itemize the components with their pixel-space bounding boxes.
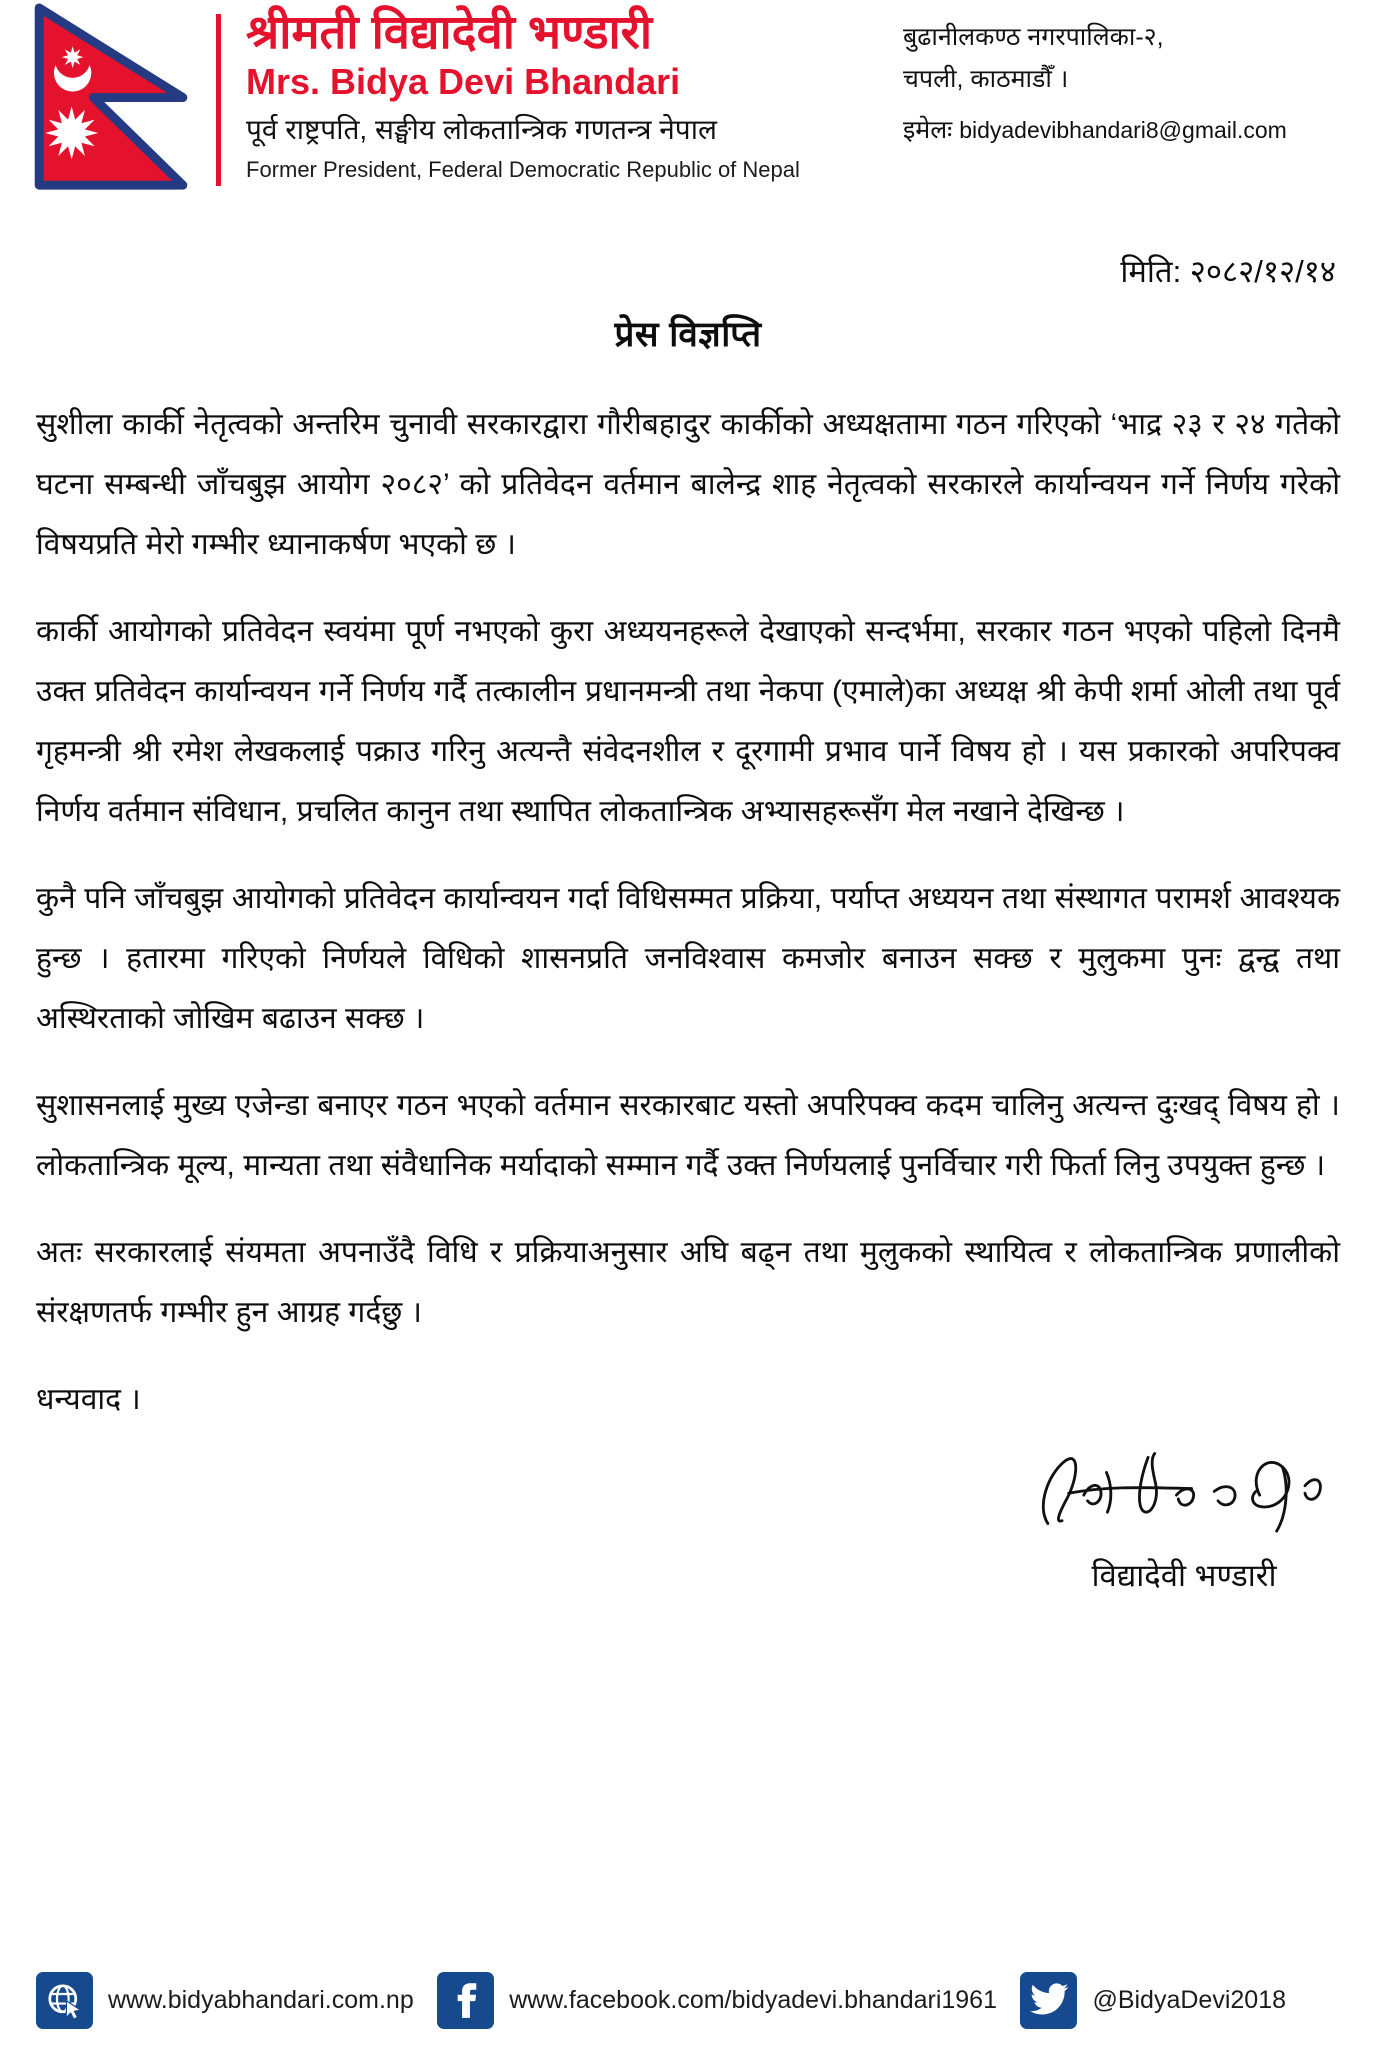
identity-block (246, 6, 866, 183)
globe-icon (36, 1972, 93, 2029)
name-english: Mrs. Bidya Devi Bhandari (246, 60, 681, 102)
nepal-flag-icon (33, 2, 191, 194)
letter-body (36, 250, 1340, 1596)
footer-links (36, 1972, 1286, 2029)
paragraph-3: कुनै पनि जाँचबुझ आयोगको प्रतिवेदन कार्यान्वयन गर्दा विधिसम्मत प्रक्रिया, पर्याप्त अध्ययन तथा संस्थागत परामर्श आवश्यक हुन्छ । हतारमा गरिएको निर्णयले विधिको शासनप्रति जनविश्वास कमजोर बनाउन सक्छ र मुलुकमा पुनः द्वन्द्व तथा अस्थिरताको जोखिम बढाउन सक्छ । (36, 882, 1340, 1035)
email-line (903, 112, 1343, 148)
footer-website[interactable] (36, 1972, 414, 2029)
paragraph-1: सुशीला कार्की नेतृत्वको अन्तरिम चुनावी सरकारद्वारा गौरीबहादुर कार्कीको अध्यक्षतामा गठन गरिएको ‘भाद्र २३ र २४ गतेको घटना सम्बन्धी जाँचबुझ आयोग २०८२’ को प्रतिवेदन वर्तमान बालेन्द्र शाह नेतृत्वको सरकारले कार्यान्वयन गर्ने निर्णय गरेको विषयप्रति मेरो गम्भीर ध्यानाकर्षण भएको छ । (36, 408, 1340, 561)
paragraph-2: कार्की आयोगको प्रतिवेदन स्वयंमा पूर्ण नभएको कुरा अध्ययनहरूले देखाएको सन्दर्भमा, सरकार गठन भएको पहिलो दिनमै उक्त प्रतिवेदन कार्यान्वयन गर्ने निर्णय गर्दै तत्कालीन प्रधानमन्त्री तथा नेकपा (एमाले)का अध्यक्ष श्री केपी शर्मा ओली तथा पूर्व गृहमन्त्री श्री रमेश लेखकलाई पक्राउ गरिनु अत्यन्तै संवेदनशील र दूरगामी प्रभाव पार्ने विषय हो । यस प्रकारको अपरिपक्व निर्णय वर्तमान संविधान, प्रचलित कानुन तथा स्थापित लोकतान्त्रिक अभ्यासहरूसँग मेल नखाने देखिन्छ । (36, 615, 1340, 828)
page-title: प्रेस विज्ञप्ति (614, 315, 762, 354)
title-nepali: पूर्व राष्ट्रपति, सङ्घीय लोकतान्त्रिक गणतन्त्र नेपाल (246, 114, 717, 146)
contact-block (903, 16, 1343, 148)
closing-line: धन्यवाद । (36, 1383, 141, 1416)
nepal-flag-logo (33, 2, 191, 194)
signature-block (36, 1446, 1340, 1596)
letterhead-divider (216, 14, 221, 186)
paragraph-4: सुशासनलाई मुख्य एजेन्डा बनाएर गठन भएको वर्तमान सरकारबाट यस्तो अपरिपक्व कदम चालिनु अत्यन्त दुःखद् विषय हो । लोकतान्त्रिक मूल्य, मान्यता तथा संवैधानिक मर्यादाको सम्मान गर्दै उक्त निर्णयलाई पुनर्विचार गरी फिर्ता लिनु उपयुक्त हुन्छ । (36, 1089, 1340, 1182)
address-line-2: चपली, काठमाडौँ । (903, 65, 1069, 93)
website-url[interactable]: www.bidyabhandari.com.np (108, 1986, 414, 2014)
twitter-icon (1020, 1972, 1077, 2029)
email-address[interactable]: bidyadevibhandari8@gmail.com (959, 117, 1287, 143)
facebook-icon (437, 1972, 494, 2029)
signature-image (1028, 1446, 1340, 1550)
paragraph-5: अतः सरकारलाई संयमता अपनाउँदै विधि र प्रक्रियाअनुसार अघि बढ्न तथा मुलुकको स्थायित्व र लोकतान्त्रिक प्रणालीको संरक्षणतर्फ गम्भीर हुन आग्रह गर्दछु । (36, 1236, 1340, 1329)
footer-facebook[interactable] (437, 1972, 997, 2029)
email-label: इमेलः (903, 116, 953, 144)
date-line: मिति: २०८२/१२/१४ (1120, 254, 1336, 289)
title-english: Former President, Federal Democratic Republic of Nepal (246, 156, 800, 182)
twitter-handle[interactable]: @BidyaDevi2018 (1092, 1986, 1286, 2014)
facebook-url[interactable]: www.facebook.com/bidyadevi.bhandari1961 (509, 1986, 997, 2014)
address-line-1: बुढानीलकण्ठ नगरपालिका-२, (903, 23, 1164, 51)
footer-twitter[interactable] (1020, 1972, 1286, 2029)
name-nepali: श्रीमती विद्यादेवी भण्डारी (246, 5, 653, 58)
signatory-name: विद्यादेवी भण्डारी (1091, 1558, 1277, 1593)
